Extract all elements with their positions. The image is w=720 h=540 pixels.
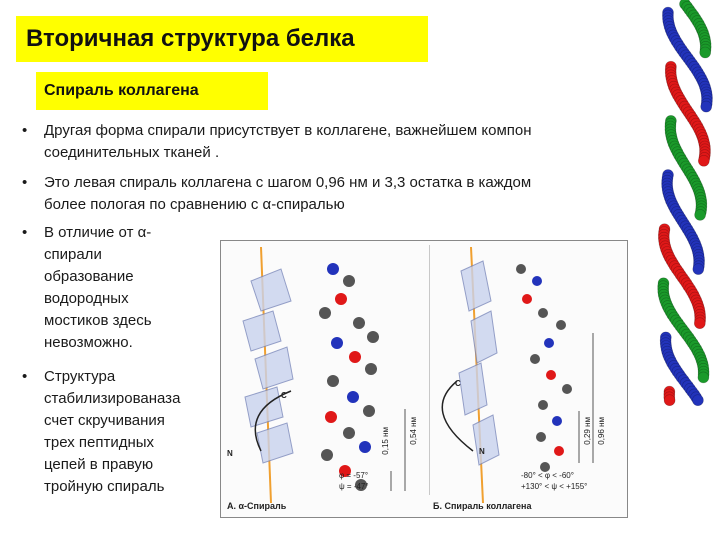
alpha-atom-chain bbox=[319, 263, 379, 491]
collagen-measure-label-long: 0,96 нм bbox=[597, 417, 606, 445]
alpha-measure-label-short: 0,15 нм bbox=[381, 427, 390, 455]
helix-atom bbox=[700, 47, 711, 58]
bullet-item bbox=[18, 172, 658, 222]
panel-divider bbox=[429, 245, 430, 495]
collagen-helix-caption: Б. Спираль коллагена bbox=[433, 501, 532, 511]
alpha-phi-angle: φ = -57° bbox=[339, 471, 369, 480]
bullet-item bbox=[18, 120, 658, 172]
helix-atom bbox=[692, 395, 703, 406]
collagen-peptide-planes bbox=[459, 261, 499, 465]
slide-title: Вторичная структура белка bbox=[26, 25, 355, 52]
collagen-psi-angle: +130° < ψ < +155° bbox=[521, 482, 588, 491]
collagen-atom-label-n: N bbox=[479, 447, 485, 456]
alpha-psi-angle: ψ = -47° bbox=[339, 482, 369, 491]
helix-atom bbox=[664, 395, 675, 406]
alpha-helix-caption: А. α-Спираль bbox=[227, 501, 287, 511]
bullet-text: • Структура стабилизированаза счет скручивания трех пептидных цепей в правую тройную спираль bbox=[44, 368, 181, 495]
slide-subtitle-box bbox=[36, 72, 268, 110]
helix-atom bbox=[701, 101, 712, 112]
alpha-measure-label-long: 0,54 нм bbox=[409, 417, 418, 445]
bullet-text: • Другая форма спирали присутствует в коллагене, важнейшем компон соединительных тканей . bbox=[44, 122, 532, 161]
bullet-item bbox=[18, 222, 234, 366]
helix-atom bbox=[693, 264, 704, 275]
collagen-atom-label-c: C bbox=[455, 379, 461, 388]
helix-atom bbox=[698, 155, 709, 166]
helix-comparison-figure bbox=[220, 240, 628, 518]
slide-subtitle: Спираль коллагена bbox=[44, 82, 199, 99]
bullet-item bbox=[18, 366, 234, 498]
collagen-triple-helix-model bbox=[650, 0, 720, 410]
slide-title-box bbox=[16, 16, 428, 62]
helix-atom bbox=[695, 209, 706, 220]
alpha-atom-label-c: C bbox=[281, 391, 287, 400]
collagen-atom-chain bbox=[516, 264, 572, 472]
collagen-measure-label-short: 0,29 нм bbox=[583, 417, 592, 445]
bullet-text: • В отличие от α- спирали образование водородных мостиков здесь невозможно. bbox=[44, 224, 152, 351]
alpha-atom-label-n: N bbox=[227, 449, 233, 458]
collagen-phi-angle: -80° < φ < -60° bbox=[521, 471, 574, 480]
alpha-peptide-planes bbox=[243, 269, 293, 463]
bullet-text: • Это левая спираль коллагена с шагом 0,96 нм и 3,3 остатка в каждом более пологая по сравнению с α-спиралью bbox=[44, 174, 532, 213]
helix-atom bbox=[694, 318, 705, 329]
helix-atom bbox=[698, 372, 709, 383]
